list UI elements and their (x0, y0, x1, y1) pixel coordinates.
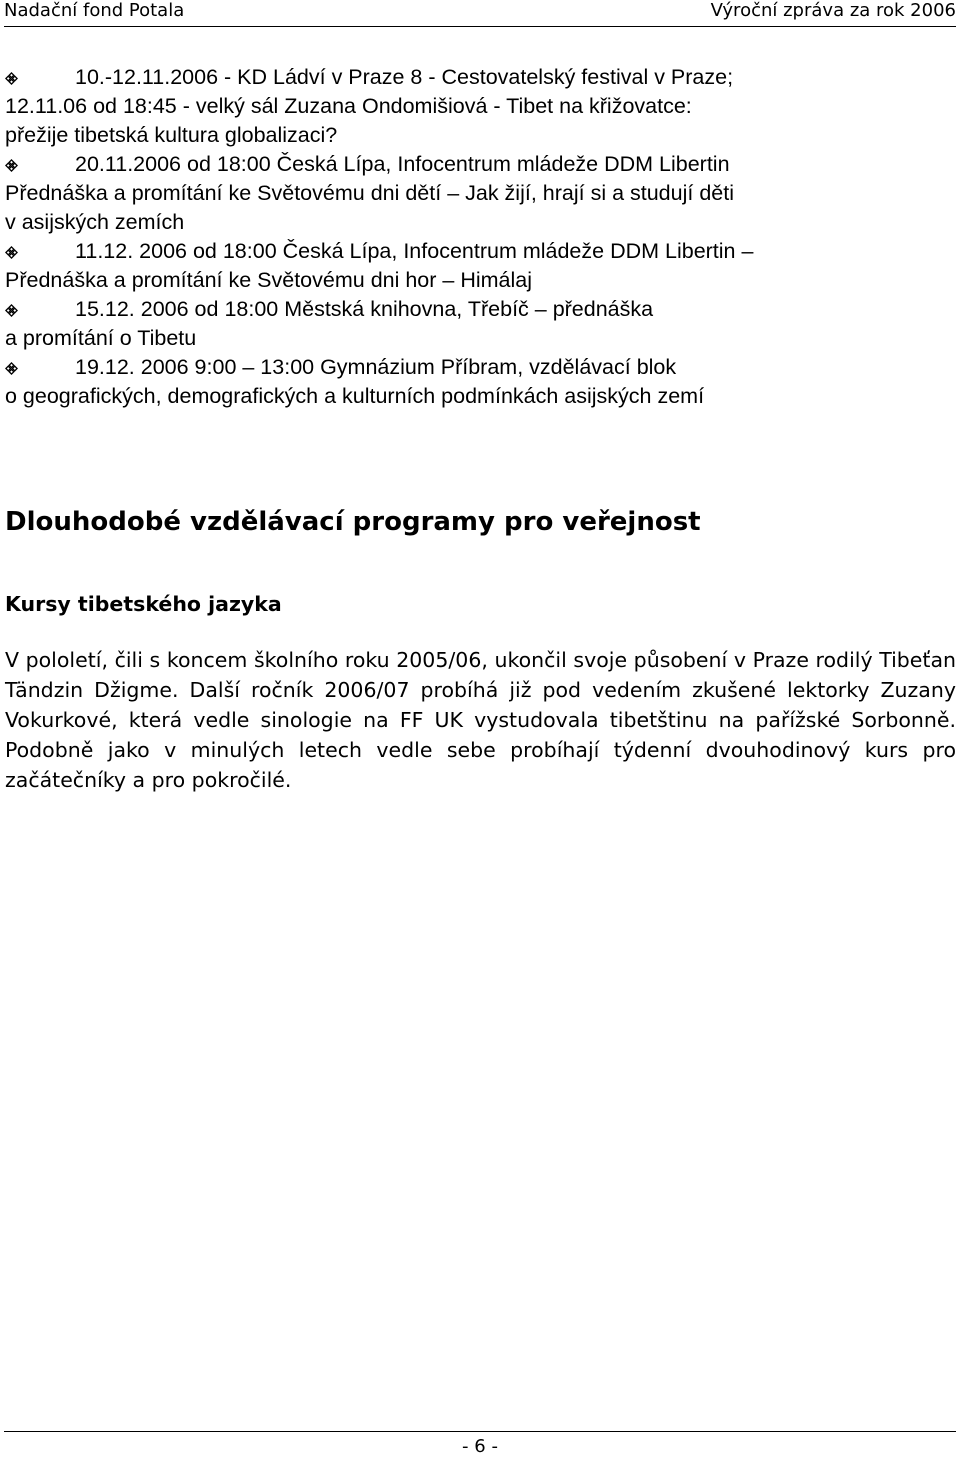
event-line: 10.-12.11.2006 - KD Ládví v Praze 8 - Cestovatelský festival v Praze; (75, 65, 734, 89)
diamond-bullet-icon (5, 63, 75, 92)
event-line: 11.12. 2006 od 18:00 Česká Lípa, Infocentrum mládeže DDM Libertin – (75, 239, 754, 263)
event-line: přežije tibetská kultura globalizaci? (5, 123, 338, 147)
event-line: a promítání o Tibetu (5, 326, 197, 350)
page-header (4, 0, 956, 27)
event-line: 12.11.06 od 18:45 - velký sál Zuzana Ondomišiová - Tibet na křižovatce: (5, 94, 692, 118)
event-list (5, 63, 956, 411)
subsection-title: Kursy tibetského jazyka (5, 592, 282, 616)
list-item (5, 295, 956, 353)
body-paragraph: V pololetí, čili s koncem školního roku 2005/06, ukončil svoje působení v Praze rodilý Tibeťan Tändzin Džigme. Další ročník 2006/07 probíhá již pod vedením zkušené lektorky Zuzany Vokurkové, která vedle sinologie na FF UK vystudovala tibetštinu na pařížské Sorbonně. Podobně jako v minulých letech vedle sebe probíhají týdenní dvouhodinový kurs pro začátečníky a pro pokročilé. (5, 648, 956, 792)
event-line: o geografických, demografických a kulturních podmínkách asijských zemí (5, 384, 705, 408)
event-line: 15.12. 2006 od 18:00 Městská knihovna, Třebíč – přednáška (75, 297, 654, 321)
header-organization: Nadační fond Potala (4, 0, 185, 21)
diamond-bullet-icon (5, 150, 75, 179)
page-footer (4, 1431, 956, 1457)
list-item (5, 353, 956, 411)
list-item (5, 150, 956, 237)
event-line: 20.11.2006 od 18:00 Česká Lípa, Infocentrum mládeže DDM Libertin (75, 152, 730, 176)
event-line: Přednáška a promítání ke Světovému dni hor – Himálaj (5, 268, 533, 292)
event-line: Přednáška a promítání ke Světovému dni dětí – Jak žijí, hrají si a studují děti (5, 181, 734, 205)
section-title: Dlouhodobé vzdělávací programy pro veřejnost (5, 507, 701, 537)
diamond-bullet-icon (5, 237, 75, 266)
event-line: v asijských zemích (5, 210, 185, 234)
diamond-bullet-icon (5, 295, 75, 324)
list-item (5, 237, 956, 295)
event-line: 19.12. 2006 9:00 – 13:00 Gymnázium Příbram, vzdělávací blok (75, 355, 677, 379)
page-number: - 6 - (462, 1436, 498, 1457)
diamond-bullet-icon (5, 353, 75, 382)
header-report-title: Výroční zpráva za rok 2006 (710, 0, 956, 21)
list-item (5, 63, 956, 150)
